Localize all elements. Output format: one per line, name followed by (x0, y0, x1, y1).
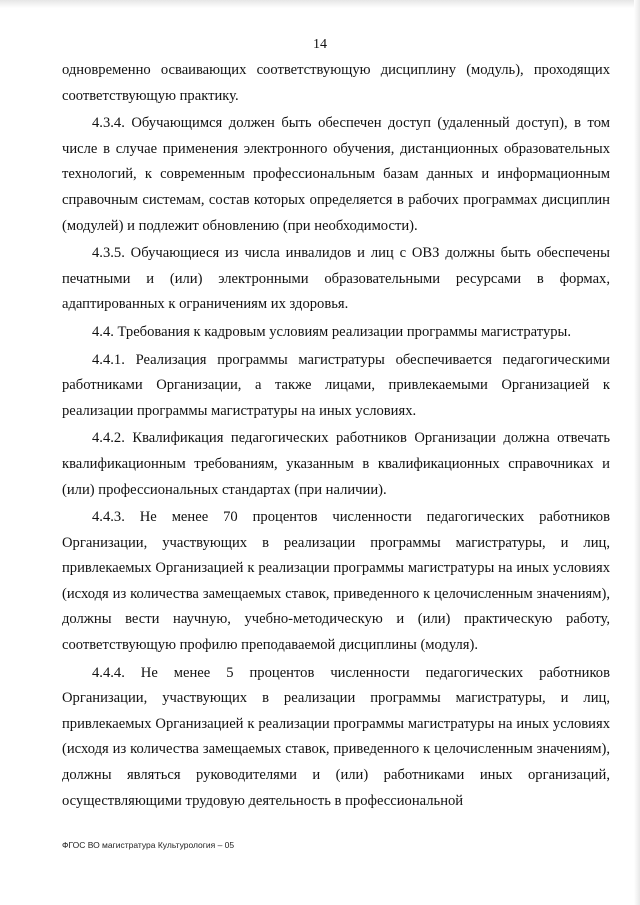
page-footer: ФГОС ВО магистратура Культурология – 05 (62, 840, 235, 850)
paragraph-4-4-2: 4.4.2. Квалификация педагогических работников Организации должна отвечать квалификационным требованиям, указанным в квалификационных справочниках и (или) профессиональных стандартах (при наличии). (62, 430, 610, 498)
paragraph-4-4-3: 4.4.3. Не менее 70 процентов численности педагогических работников Организации, участвующих в реализации программы магистратуры, и лиц, привлекаемых Организацией к реализации программы магистратуры на иных условиях (исходя из количества замещаемых ставок, приведенного к целочисленным значениям), должны вести научную, учебно-методическую и (или) практическую работу, соответствующую профилю преподаваемой дисциплины (модуля). (62, 509, 610, 654)
paragraph-4-4-1: 4.4.1. Реализация программы магистратуры обеспечивается педагогическими работниками Организации, а также лицами, привлекаемыми Организацией к реализации программы магистратуры на иных условиях. (62, 351, 610, 419)
paragraph-4-3-4: 4.3.4. Обучающимся должен быть обеспечен доступ (удаленный доступ), в том числе в случае применения электронного обучения, дистанционных образовательных технологий, к современным профессиональным базам данных и информационным справочным системам, состав которых определяется в рабочих программах дисциплин (модулей) и подлежит обновлению (при необходимости). (62, 115, 610, 234)
scan-edge-right (634, 0, 640, 905)
paragraph-4-4-4: 4.4.4. Не менее 5 процентов численности педагогических работников Организации, участвующих в реализации программы магистратуры, и лиц, привлекаемых Организацией к реализации программы магистратуры на иных условиях (исходя из количества замещаемых ставок, приведенного к целочисленным значениям), должны являться руководителями и (или) работниками иных организаций, осуществляющими трудовую деятельность в профессиональной (62, 664, 610, 809)
page-number: 14 (313, 37, 327, 52)
scan-edge-top (0, 0, 640, 8)
paragraph-continuation: одновременно осваивающих соответствующую дисциплину (модуль), проходящих соответствующую практику. (62, 62, 610, 104)
paragraph-4-3-5: 4.3.5. Обучающиеся из числа инвалидов и лиц с ОВЗ должны быть обеспечены печатными и (или) электронными образовательными ресурсами в формах, адаптированных к ограничениям их здоровья. (62, 245, 610, 313)
paragraph-4-4: 4.4. Требования к кадровым условиям реализации программы магистратуры. (92, 323, 572, 340)
document-body (62, 58, 610, 816)
